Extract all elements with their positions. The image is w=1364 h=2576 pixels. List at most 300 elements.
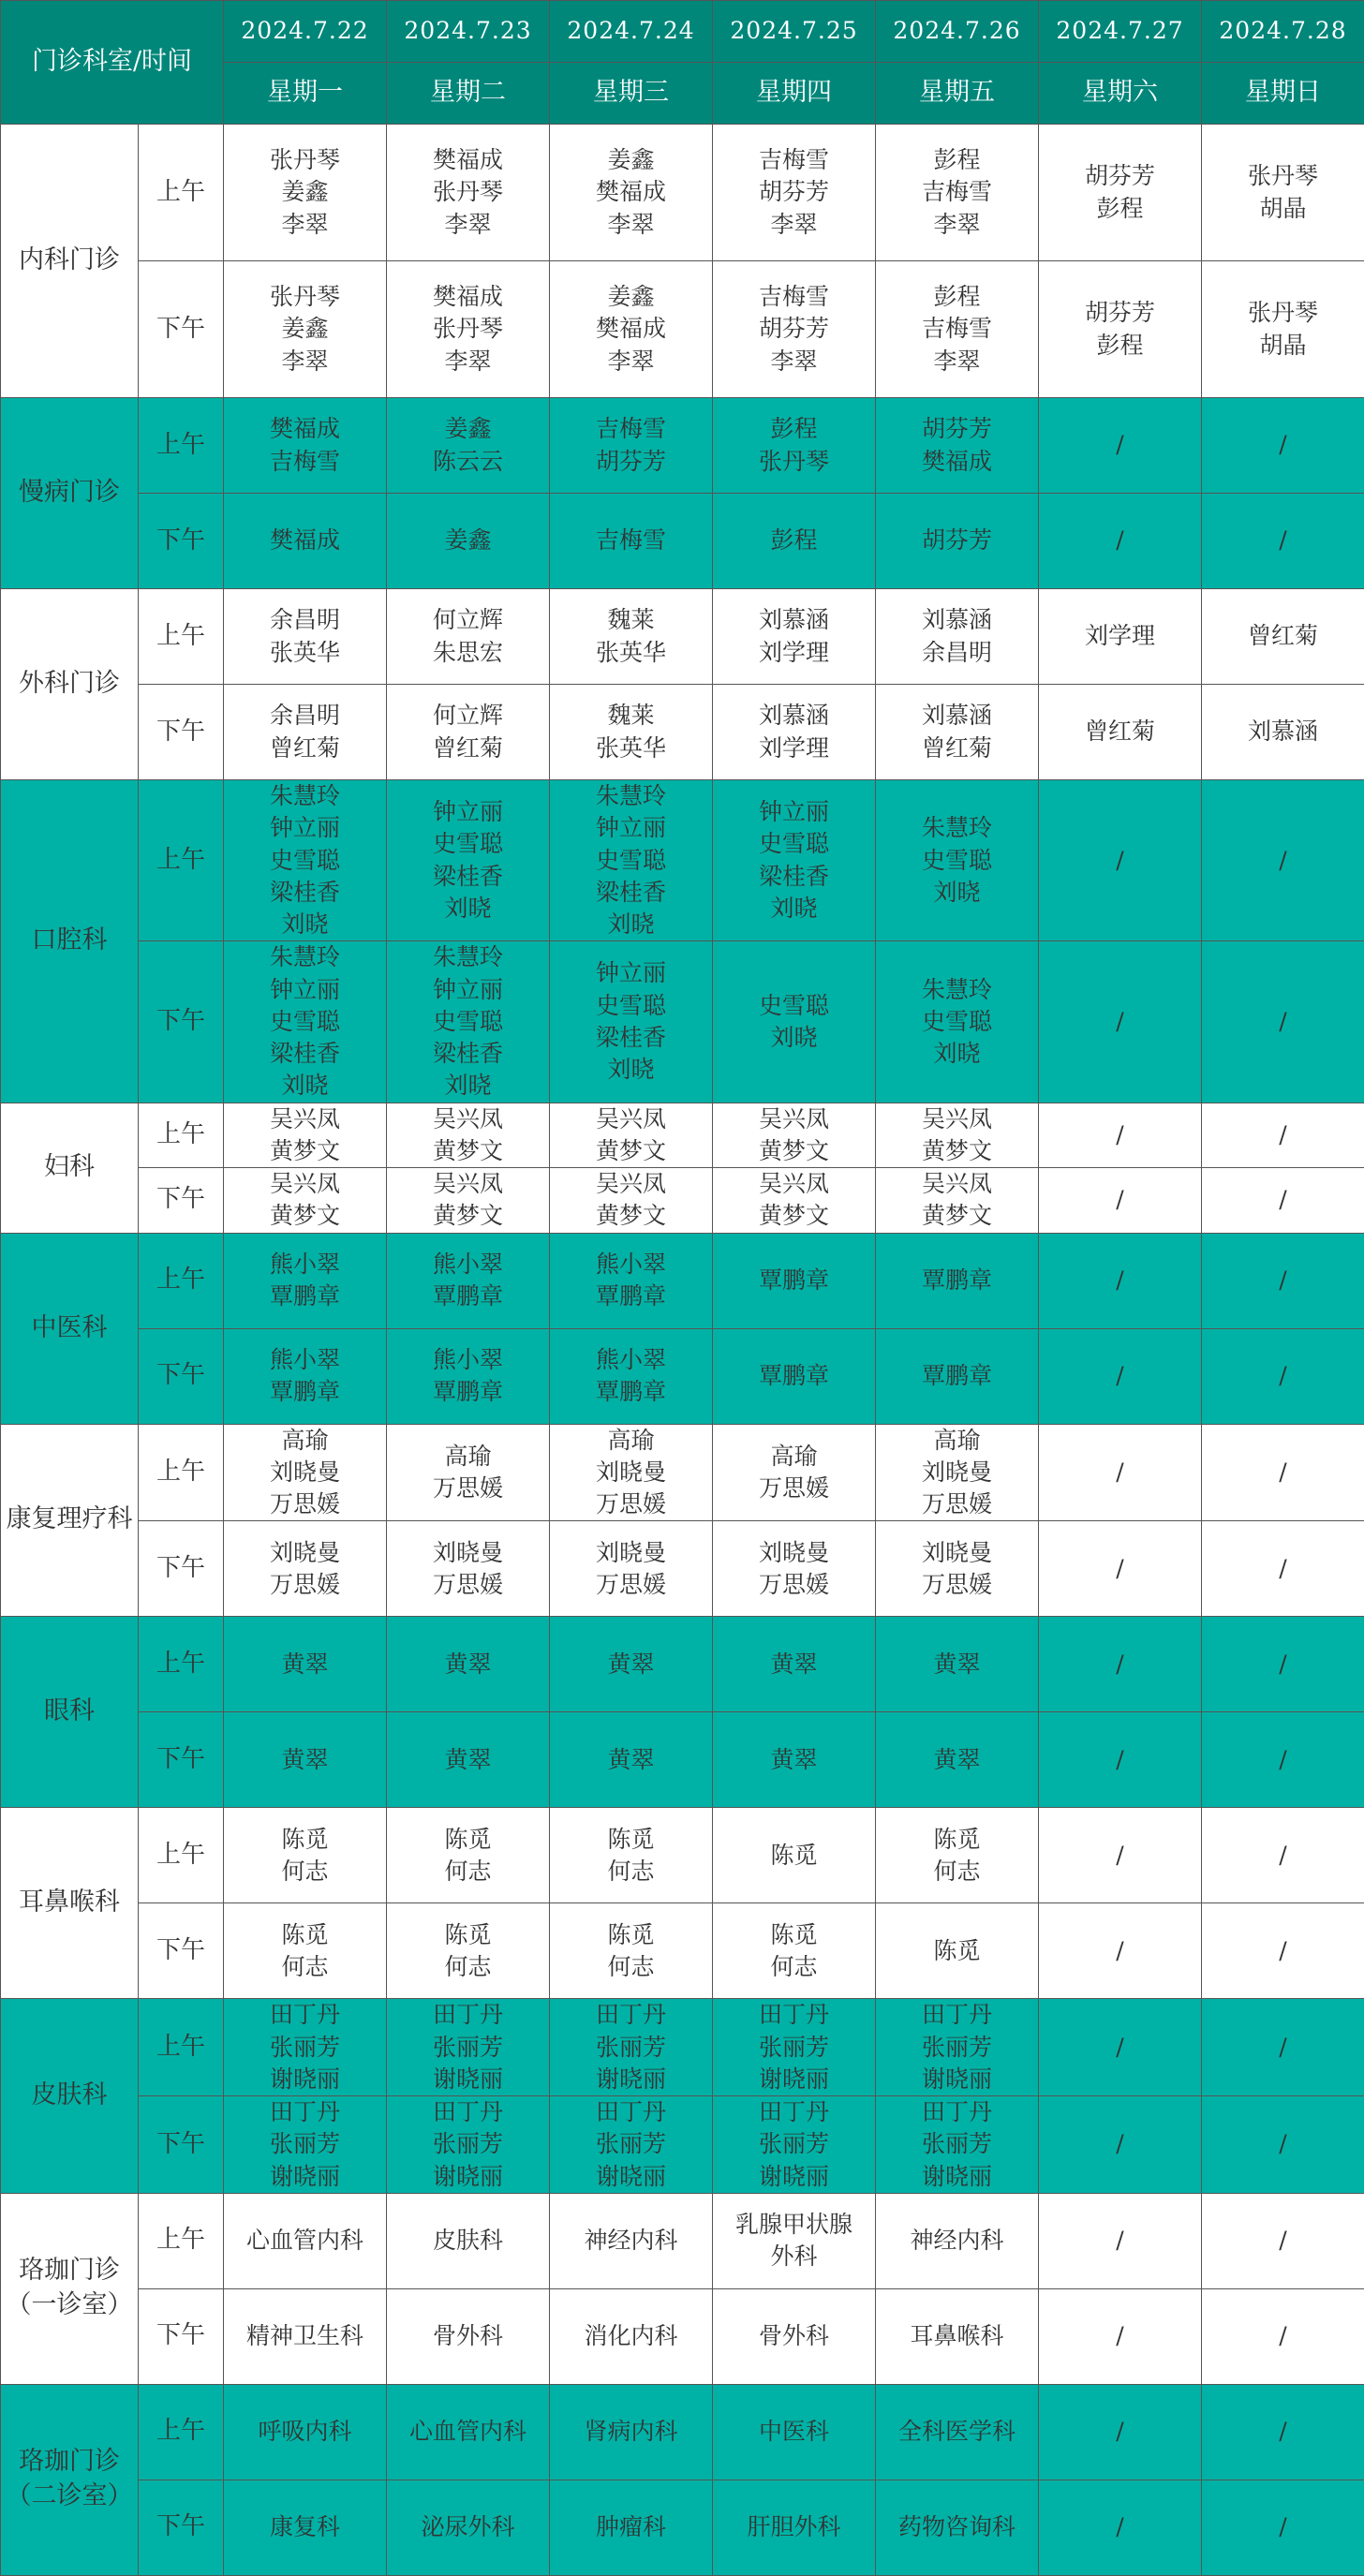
doctor-name: 刘慕涵 — [876, 700, 1038, 732]
no-clinic-mark: / — [1202, 2511, 1364, 2543]
schedule-cell — [876, 2480, 1039, 2575]
no-clinic-mark: / — [1039, 1119, 1201, 1151]
schedule-cell — [876, 2193, 1039, 2288]
schedule-cell — [1039, 1617, 1202, 1712]
doctor-name: 朱慧玲 — [876, 812, 1038, 844]
schedule-cell — [713, 125, 876, 261]
schedule-cell — [1202, 2480, 1364, 2575]
schedule-row — [1, 1808, 1364, 1903]
no-clinic-mark: / — [1039, 2128, 1201, 2160]
doctor-name: 胡芬芳 — [713, 176, 875, 208]
doctor-name: 史雪聪 — [876, 845, 1038, 877]
doctor-name: 何志 — [876, 1856, 1038, 1888]
schedule-cell — [224, 2193, 387, 2288]
doctor-name: 彭程 — [876, 144, 1038, 176]
doctor-name: 何志 — [713, 1951, 875, 1983]
schedule-cell — [713, 494, 876, 589]
doctor-name: 钟立丽 — [387, 974, 549, 1006]
doctor-name: 覃鹏章 — [876, 1265, 1038, 1296]
schedule-cell — [876, 494, 1039, 589]
doctor-name: 田丁丹 — [550, 1999, 712, 2031]
period-label: 下午 — [139, 685, 224, 780]
doctor-name: 万思媛 — [387, 1569, 549, 1601]
doctor-name: 万思媛 — [550, 1488, 712, 1520]
doctor-name: 刘晓曼 — [713, 1537, 875, 1569]
date-header: 2024.7.27 — [1039, 1, 1202, 63]
schedule-cell — [387, 780, 550, 941]
doctor-name: 黄翠 — [387, 1744, 549, 1776]
schedule-cell — [1039, 780, 1202, 941]
no-clinic-mark: / — [1039, 1935, 1201, 1967]
schedule-cell — [224, 685, 387, 780]
doctor-name: 钟立丽 — [550, 957, 712, 989]
doctor-name: 刘晓曼 — [224, 1537, 386, 1569]
doctor-name: 张丹琴 — [224, 144, 386, 176]
doctor-name: 黄梦文 — [876, 1200, 1038, 1232]
schedule-cell — [550, 941, 713, 1103]
doctor-name: 魏莱 — [550, 700, 712, 732]
doctor-name: 万思媛 — [713, 1569, 875, 1601]
doctor-name: 康复科 — [224, 2511, 386, 2543]
doctor-name: 张丽芳 — [387, 2128, 549, 2160]
doctor-name: 刘学理 — [713, 637, 875, 669]
doctor-name: 谢晓丽 — [224, 2161, 386, 2193]
schedule-cell — [876, 780, 1039, 941]
doctor-name: 吴兴凤 — [387, 1168, 549, 1200]
doctor-name: 黄翠 — [550, 1649, 712, 1680]
schedule-cell — [224, 1328, 387, 1424]
doctor-name: 刘晓 — [876, 877, 1038, 909]
doctor-name: 熊小翠 — [224, 1249, 386, 1281]
period-label: 上午 — [139, 1424, 224, 1521]
doctor-name: 吴兴凤 — [876, 1103, 1038, 1135]
doctor-name: 刘晓 — [713, 1022, 875, 1054]
period-label: 下午 — [139, 1903, 224, 1999]
schedule-cell — [876, 2096, 1039, 2194]
schedule-cell — [387, 1999, 550, 2096]
period-label: 上午 — [139, 125, 224, 261]
doctor-name: 曾红菊 — [1039, 716, 1201, 748]
schedule-cell — [876, 941, 1039, 1103]
no-clinic-mark: / — [1202, 2225, 1364, 2257]
doctor-name: 朱思宏 — [387, 637, 549, 669]
period-label: 上午 — [139, 2384, 224, 2480]
department-name — [1, 2384, 139, 2575]
schedule-cell — [713, 2480, 876, 2575]
doctor-name: 张丽芳 — [224, 2032, 386, 2064]
schedule-cell — [876, 2288, 1039, 2384]
doctor-name: 张丹琴 — [1202, 160, 1364, 192]
doctor-name: 刘慕涵 — [876, 604, 1038, 636]
doctor-name: 黄梦文 — [876, 1135, 1038, 1167]
doctor-name: 陈觅 — [550, 1919, 712, 1951]
no-clinic-mark: / — [1202, 1119, 1364, 1151]
doctor-name: 谢晓丽 — [713, 2064, 875, 2095]
period-label: 下午 — [139, 1712, 224, 1808]
schedule-cell — [387, 1328, 550, 1424]
doctor-name: 曾红菊 — [387, 733, 549, 764]
schedule-cell — [876, 589, 1039, 685]
schedule-row — [1, 1617, 1364, 1712]
schedule-row — [1, 1521, 1364, 1617]
doctor-name: 谢晓丽 — [224, 2064, 386, 2095]
schedule-cell — [1202, 1103, 1364, 1168]
schedule-cell — [1202, 261, 1364, 398]
doctor-name: 谢晓丽 — [387, 2064, 549, 2095]
doctor-name: 何立辉 — [387, 700, 549, 732]
schedule-row — [1, 261, 1364, 398]
doctor-name: 骨外科 — [713, 2320, 875, 2352]
no-clinic-mark: / — [1202, 1649, 1364, 1680]
doctor-name: 李翠 — [224, 209, 386, 241]
doctor-name: 刘晓曼 — [387, 1537, 549, 1569]
doctor-name: 黄梦文 — [550, 1135, 712, 1167]
doctor-name: 高瑜 — [713, 1441, 875, 1473]
department-name-line: 珞珈门诊 — [1, 2445, 138, 2480]
doctor-name: 黄翠 — [387, 1649, 549, 1680]
doctor-name: 谢晓丽 — [387, 2161, 549, 2193]
no-clinic-mark: / — [1202, 429, 1364, 461]
doctor-name: 吴兴凤 — [550, 1168, 712, 1200]
corner-header: 门诊科室/时间 — [1, 1, 224, 125]
schedule-cell — [550, 1617, 713, 1712]
schedule-cell — [1202, 2288, 1364, 2384]
doctor-name: 张丹琴 — [1202, 297, 1364, 329]
schedule-row — [1, 2193, 1364, 2288]
schedule-cell — [224, 1903, 387, 1999]
doctor-name: 彭程 — [713, 525, 875, 556]
schedule-cell — [387, 398, 550, 494]
period-label: 下午 — [139, 261, 224, 398]
schedule-cell — [1202, 1521, 1364, 1617]
schedule-cell — [387, 685, 550, 780]
period-label: 上午 — [139, 398, 224, 494]
schedule-cell — [224, 941, 387, 1103]
doctor-name: 李翠 — [387, 346, 549, 378]
doctor-name: 刘慕涵 — [713, 604, 875, 636]
schedule-cell — [387, 1168, 550, 1234]
schedule-cell — [876, 1328, 1039, 1424]
doctor-name: 谢晓丽 — [550, 2161, 712, 2193]
doctor-name: 梁桂香 — [387, 861, 549, 893]
doctor-name: 刘晓 — [224, 1070, 386, 1102]
schedule-cell — [1039, 2193, 1202, 2288]
doctor-name: 肾病内科 — [550, 2416, 712, 2448]
no-clinic-mark: / — [1039, 2320, 1201, 2352]
doctor-name: 朱慧玲 — [876, 974, 1038, 1006]
schedule-cell — [1039, 2288, 1202, 2384]
schedule-cell — [550, 1103, 713, 1168]
schedule-cell — [387, 1712, 550, 1808]
doctor-name: 胡晶 — [1202, 193, 1364, 225]
schedule-cell — [224, 1103, 387, 1168]
doctor-name: 张丽芳 — [713, 2128, 875, 2160]
doctor-name: 吴兴凤 — [550, 1103, 712, 1135]
schedule-cell — [713, 589, 876, 685]
doctor-name: 樊福成 — [224, 413, 386, 445]
doctor-name: 覃鹏章 — [713, 1360, 875, 1392]
schedule-cell — [876, 125, 1039, 261]
no-clinic-mark: / — [1039, 1744, 1201, 1776]
schedule-cell — [224, 2288, 387, 2384]
doctor-name: 吉梅雪 — [713, 281, 875, 313]
schedule-cell — [1202, 1168, 1364, 1234]
doctor-name: 黄翠 — [713, 1744, 875, 1776]
schedule-row — [1, 941, 1364, 1103]
doctor-name: 钟立丽 — [550, 812, 712, 844]
schedule-cell — [550, 589, 713, 685]
doctor-name: 朱慧玲 — [550, 780, 712, 812]
doctor-name: 田丁丹 — [550, 2096, 712, 2128]
doctor-name: 樊福成 — [387, 144, 549, 176]
doctor-name: 吉梅雪 — [224, 446, 386, 478]
doctor-name: 骨外科 — [387, 2320, 549, 2352]
schedule-cell — [224, 2480, 387, 2575]
schedule-row — [1, 1999, 1364, 2096]
schedule-row — [1, 2096, 1364, 2194]
schedule-cell — [550, 1328, 713, 1424]
schedule-cell — [713, 398, 876, 494]
doctor-name: 史雪聪 — [550, 845, 712, 877]
period-label: 上午 — [139, 780, 224, 941]
doctor-name: 黄梦文 — [550, 1200, 712, 1232]
schedule-cell — [387, 261, 550, 398]
schedule-row — [1, 125, 1364, 261]
schedule-cell — [1039, 685, 1202, 780]
doctor-name: 覃鹏章 — [550, 1376, 712, 1408]
doctor-name: 李翠 — [550, 346, 712, 378]
doctor-name: 何志 — [550, 1856, 712, 1888]
schedule-row — [1, 2480, 1364, 2575]
doctor-name: 余昌明 — [224, 604, 386, 636]
doctor-name: 梁桂香 — [224, 877, 386, 909]
doctor-name: 刘晓曼 — [550, 1537, 712, 1569]
schedule-cell — [1039, 1168, 1202, 1234]
schedule-row — [1, 398, 1364, 494]
doctor-name: 心血管内科 — [224, 2225, 386, 2257]
doctor-name: 黄梦文 — [387, 1135, 549, 1167]
schedule-cell — [1202, 1617, 1364, 1712]
doctor-name: 陈觅 — [387, 1824, 549, 1856]
doctor-name: 吴兴凤 — [713, 1168, 875, 1200]
doctor-name: 张丽芳 — [224, 2128, 386, 2160]
schedule-cell — [1039, 1903, 1202, 1999]
doctor-name: 田丁丹 — [713, 1999, 875, 2031]
department-name: 中医科 — [1, 1233, 139, 1424]
doctor-name: 心血管内科 — [387, 2416, 549, 2448]
doctor-name: 万思媛 — [224, 1488, 386, 1520]
period-label: 下午 — [139, 1168, 224, 1234]
doctor-name: 熊小翠 — [387, 1344, 549, 1376]
doctor-name: 何志 — [224, 1951, 386, 1983]
doctor-name: 魏莱 — [550, 604, 712, 636]
schedule-cell — [713, 1103, 876, 1168]
schedule-cell — [224, 1808, 387, 1903]
doctor-name: 万思媛 — [713, 1473, 875, 1504]
doctor-name: 史雪聪 — [387, 828, 549, 860]
schedule-cell — [387, 1103, 550, 1168]
schedule-cell — [387, 1617, 550, 1712]
schedule-cell — [387, 2288, 550, 2384]
no-clinic-mark: / — [1039, 2032, 1201, 2064]
schedule-cell — [550, 1999, 713, 2096]
schedule-cell — [1202, 1808, 1364, 1903]
schedule-cell — [1202, 685, 1364, 780]
no-clinic-mark: / — [1202, 1006, 1364, 1038]
doctor-name: 姜鑫 — [387, 413, 549, 445]
doctor-name: 张丹琴 — [387, 176, 549, 208]
doctor-name: 樊福成 — [387, 281, 549, 313]
doctor-name: 梁桂香 — [387, 1038, 549, 1070]
doctor-name: 覃鹏章 — [387, 1376, 549, 1408]
doctor-name: 吴兴凤 — [224, 1168, 386, 1200]
doctor-name: 呼吸内科 — [224, 2416, 386, 2448]
doctor-name: 钟立丽 — [387, 796, 549, 828]
doctor-name: 何志 — [387, 1951, 549, 1983]
date-header: 2024.7.23 — [387, 1, 550, 63]
doctor-name: 张丽芳 — [387, 2032, 549, 2064]
doctor-name: 樊福成 — [550, 176, 712, 208]
schedule-cell — [550, 1233, 713, 1328]
doctor-name: 黄梦文 — [713, 1135, 875, 1167]
date-header: 2024.7.26 — [876, 1, 1039, 63]
doctor-name: 中医科 — [713, 2416, 875, 2448]
doctor-name: 陈觅 — [550, 1824, 712, 1856]
schedule-cell — [224, 1999, 387, 2096]
doctor-name: 史雪聪 — [713, 990, 875, 1022]
schedule-cell — [1202, 780, 1364, 941]
doctor-name: 吉梅雪 — [550, 525, 712, 556]
schedule-cell — [387, 2384, 550, 2480]
period-label: 上午 — [139, 589, 224, 685]
doctor-name: 吉梅雪 — [876, 313, 1038, 345]
doctor-name: 黄翠 — [876, 1744, 1038, 1776]
schedule-cell — [713, 1424, 876, 1521]
doctor-name: 刘晓曼 — [550, 1457, 712, 1488]
doctor-name: 吴兴凤 — [387, 1103, 549, 1135]
schedule-cell — [224, 589, 387, 685]
schedule-cell — [550, 1808, 713, 1903]
doctor-name: 梁桂香 — [550, 877, 712, 909]
doctor-name: 吉梅雪 — [876, 176, 1038, 208]
schedule-cell — [224, 398, 387, 494]
doctor-name: 覃鹏章 — [876, 1360, 1038, 1392]
doctor-name: 万思媛 — [224, 1569, 386, 1601]
schedule-row — [1, 1424, 1364, 1521]
schedule-cell — [876, 2384, 1039, 2480]
schedule-cell — [224, 1712, 387, 1808]
weekday-header: 星期四 — [713, 63, 876, 125]
doctor-name: 耳鼻喉科 — [876, 2320, 1038, 2352]
doctor-name: 胡芬芳 — [1039, 160, 1201, 192]
schedule-cell — [1039, 261, 1202, 398]
period-label: 上午 — [139, 1617, 224, 1712]
doctor-name: 何志 — [224, 1856, 386, 1888]
doctor-name: 彭程 — [1039, 330, 1201, 362]
schedule-cell — [224, 125, 387, 261]
doctor-name: 刘学理 — [1039, 620, 1201, 652]
weekday-header: 星期二 — [387, 63, 550, 125]
doctor-name: 刘晓 — [387, 1070, 549, 1102]
schedule-cell — [387, 2480, 550, 2575]
doctor-name: 皮肤科 — [387, 2225, 549, 2257]
doctor-name: 全科医学科 — [876, 2416, 1038, 2448]
doctor-name: 樊福成 — [550, 313, 712, 345]
no-clinic-mark: / — [1202, 1360, 1364, 1392]
department-name: 口腔科 — [1, 780, 139, 1103]
department-name-line: （一诊室） — [1, 2288, 138, 2323]
schedule-cell — [550, 261, 713, 398]
doctor-name: 张英华 — [550, 733, 712, 764]
doctor-name: 梁桂香 — [713, 861, 875, 893]
doctor-name: 田丁丹 — [387, 1999, 549, 2031]
date-header: 2024.7.24 — [550, 1, 713, 63]
doctor-name: 泌尿外科 — [387, 2511, 549, 2543]
department-name: 皮肤科 — [1, 1999, 139, 2194]
schedule-cell — [713, 2193, 876, 2288]
doctor-name: 钟立丽 — [224, 974, 386, 1006]
doctor-name: 黄梦文 — [224, 1200, 386, 1232]
doctor-name: 朱慧玲 — [387, 941, 549, 973]
schedule-cell — [1039, 589, 1202, 685]
department-name: 外科门诊 — [1, 589, 139, 780]
schedule-cell — [550, 1903, 713, 1999]
schedule-cell — [1202, 1999, 1364, 2096]
doctor-name: 李翠 — [713, 209, 875, 241]
doctor-name: 高瑜 — [876, 1425, 1038, 1457]
doctor-name: 覃鹏章 — [550, 1281, 712, 1312]
doctor-name: 姜鑫 — [387, 525, 549, 556]
schedule-cell — [224, 1521, 387, 1617]
doctor-name: 肿瘤科 — [550, 2511, 712, 2543]
schedule-cell — [550, 398, 713, 494]
schedule-cell — [550, 685, 713, 780]
period-label: 上午 — [139, 1999, 224, 2096]
schedule-cell — [1202, 2096, 1364, 2194]
schedule-cell — [224, 261, 387, 398]
schedule-cell — [387, 2193, 550, 2288]
schedule-row — [1, 2288, 1364, 2384]
schedule-cell — [387, 1521, 550, 1617]
doctor-name: 陈觅 — [224, 1824, 386, 1856]
schedule-cell — [1039, 494, 1202, 589]
doctor-name: 胡芬芳 — [550, 446, 712, 478]
doctor-name: 谢晓丽 — [876, 2064, 1038, 2095]
doctor-name: 田丁丹 — [876, 1999, 1038, 2031]
doctor-name: 史雪聪 — [713, 828, 875, 860]
doctor-name: 乳腺甲状腺 — [713, 2209, 875, 2241]
schedule-cell — [713, 941, 876, 1103]
schedule-cell — [1039, 1424, 1202, 1521]
schedule-cell — [876, 1808, 1039, 1903]
doctor-name: 吴兴凤 — [713, 1103, 875, 1135]
schedule-cell — [1039, 1328, 1202, 1424]
no-clinic-mark: / — [1202, 1265, 1364, 1296]
schedule-cell — [550, 2096, 713, 2194]
schedule-cell — [550, 1168, 713, 1234]
schedule-cell — [876, 1168, 1039, 1234]
schedule-row — [1, 1712, 1364, 1808]
doctor-name: 万思媛 — [876, 1488, 1038, 1520]
schedule-cell — [387, 1424, 550, 1521]
doctor-name: 谢晓丽 — [550, 2064, 712, 2095]
schedule-cell — [550, 780, 713, 941]
doctor-name: 张丽芳 — [876, 2032, 1038, 2064]
doctor-name: 熊小翠 — [550, 1249, 712, 1281]
department-name-line: 珞珈门诊 — [1, 2254, 138, 2288]
department-name: 眼科 — [1, 1617, 139, 1808]
no-clinic-mark: / — [1039, 1457, 1201, 1488]
